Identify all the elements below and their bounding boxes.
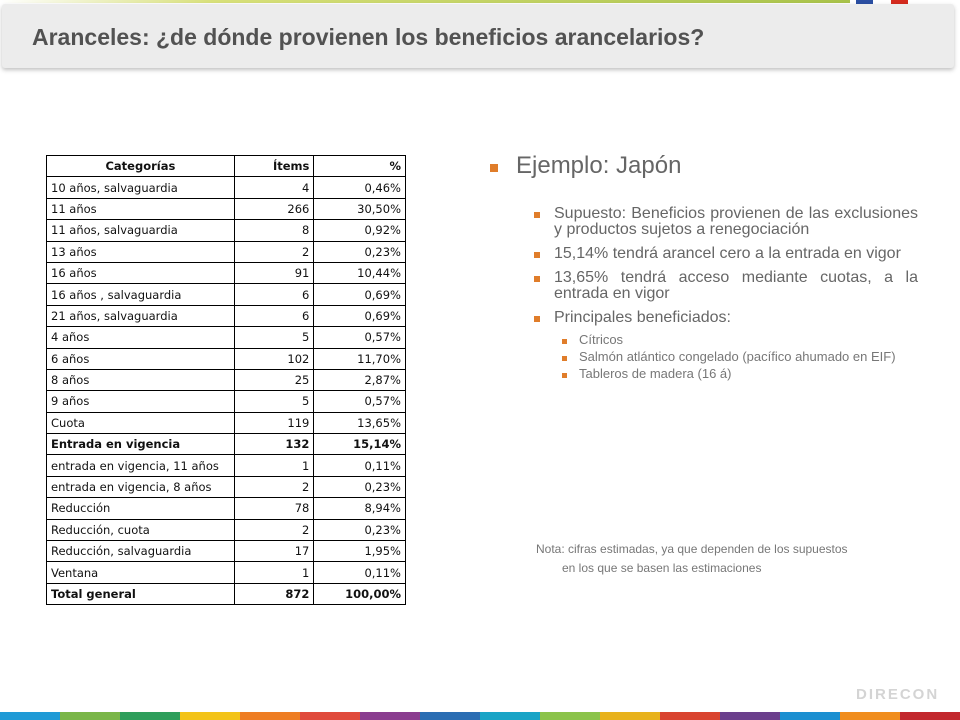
table-row xyxy=(47,541,406,562)
bullet-text: Principales beneficiados: xyxy=(554,309,731,326)
square-bullet-icon xyxy=(534,252,540,258)
footnote-line-1: Nota: cifras estimadas, ya que dependen de los supuestos xyxy=(536,542,848,556)
cell-items: 78 xyxy=(234,498,314,519)
table-row xyxy=(47,348,406,369)
cell-percent: 13,65% xyxy=(314,412,406,433)
list-item xyxy=(534,310,918,326)
table-row xyxy=(47,369,406,390)
direcon-logo: DIRECON xyxy=(856,686,940,703)
table-row xyxy=(47,198,406,219)
table-row xyxy=(47,284,406,305)
color-stripe xyxy=(600,712,660,720)
cell-items: 91 xyxy=(234,262,314,283)
color-stripes xyxy=(0,712,960,720)
cell-category: 16 años xyxy=(47,262,235,283)
cell-items: 1 xyxy=(234,562,314,583)
color-stripe xyxy=(240,712,300,720)
sub-list-item xyxy=(562,368,918,380)
heading-ejemplo: Ejemplo: Japón xyxy=(516,152,682,179)
cell-items: 132 xyxy=(234,434,314,455)
cell-category: 8 años xyxy=(47,369,235,390)
cell-percent: 0,11% xyxy=(314,455,406,476)
cell-items: 872 xyxy=(234,583,314,604)
cell-percent: 0,23% xyxy=(314,519,406,540)
table-row xyxy=(47,455,406,476)
square-bullet-icon xyxy=(490,164,498,172)
cell-percent: 1,95% xyxy=(314,541,406,562)
sub-bullet-text: Salmón atlántico congelado (pacífico ahumado en EIF) xyxy=(579,349,896,364)
header-percent: % xyxy=(314,156,406,177)
square-bullet-icon xyxy=(534,212,540,218)
cell-category: Ventana xyxy=(47,562,235,583)
color-stripe xyxy=(840,712,900,720)
sub-bullet-text: Cítricos xyxy=(579,332,624,347)
cell-items: 102 xyxy=(234,348,314,369)
table-row xyxy=(47,434,406,455)
cell-percent: 0,57% xyxy=(314,327,406,348)
cell-items: 119 xyxy=(234,412,314,433)
color-stripe xyxy=(480,712,540,720)
color-stripe xyxy=(180,712,240,720)
color-stripe xyxy=(60,712,120,720)
sub-list-item xyxy=(562,351,918,363)
cell-items: 5 xyxy=(234,327,314,348)
cell-category: 4 años xyxy=(47,327,235,348)
cell-category: 9 años xyxy=(47,391,235,412)
cell-percent: 0,23% xyxy=(314,241,406,262)
cell-percent: 100,00% xyxy=(314,583,406,604)
table-row xyxy=(47,262,406,283)
sub-bullet-list xyxy=(562,334,918,380)
cell-items: 25 xyxy=(234,369,314,390)
cell-items: 8 xyxy=(234,220,314,241)
sub-list-item xyxy=(562,334,918,346)
table-row xyxy=(47,519,406,540)
list-item xyxy=(534,206,918,238)
cell-items: 6 xyxy=(234,284,314,305)
footnote-line-2: en los que se basen las estimaciones xyxy=(562,561,762,575)
color-stripe xyxy=(300,712,360,720)
cell-items: 5 xyxy=(234,391,314,412)
color-stripe xyxy=(0,712,60,720)
table-row xyxy=(47,498,406,519)
cell-items: 17 xyxy=(234,541,314,562)
bullet-text: 15,14% tendrá arancel cero a la entrada en vigor xyxy=(554,245,901,262)
cell-category: entrada en vigencia, 8 años xyxy=(47,476,235,497)
table-row xyxy=(47,476,406,497)
page-title: Aranceles: ¿de dónde provienen los beneficios arancelarios? xyxy=(32,24,705,50)
cell-percent: 10,44% xyxy=(314,262,406,283)
list-item xyxy=(534,270,918,302)
cell-items: 1 xyxy=(234,455,314,476)
cell-items: 6 xyxy=(234,305,314,326)
cell-items: 2 xyxy=(234,241,314,262)
cell-percent: 11,70% xyxy=(314,348,406,369)
cell-percent: 8,94% xyxy=(314,498,406,519)
cell-percent: 15,14% xyxy=(314,434,406,455)
cell-percent: 0,69% xyxy=(314,284,406,305)
cell-percent: 0,92% xyxy=(314,220,406,241)
cell-category: Cuota xyxy=(47,412,235,433)
cell-percent: 2,87% xyxy=(314,369,406,390)
color-stripe xyxy=(720,712,780,720)
square-bullet-icon xyxy=(562,339,567,344)
categories-table xyxy=(46,155,406,605)
table-row xyxy=(47,583,406,604)
table-row xyxy=(47,391,406,412)
square-bullet-icon xyxy=(562,356,567,361)
cell-percent: 0,11% xyxy=(314,562,406,583)
sub-bullet-text: Tableros de madera (16 á) xyxy=(579,366,732,381)
cell-category: 21 años, salvaguardia xyxy=(47,305,235,326)
cell-percent: 0,57% xyxy=(314,391,406,412)
cell-category: 11 años xyxy=(47,198,235,219)
table-header-row xyxy=(47,156,406,177)
cell-category: 6 años xyxy=(47,348,235,369)
footnote xyxy=(536,540,926,578)
bullet-text: 13,65% tendrá acceso mediante cuotas, a la entrada en vigor xyxy=(554,269,918,302)
content-area xyxy=(490,152,918,385)
cell-percent: 0,69% xyxy=(314,305,406,326)
table-row xyxy=(47,412,406,433)
table-row xyxy=(47,305,406,326)
cell-category: 10 años, salvaguardia xyxy=(47,177,235,198)
list-item xyxy=(534,246,918,262)
cell-items: 266 xyxy=(234,198,314,219)
square-bullet-icon xyxy=(534,316,540,322)
cell-percent: 30,50% xyxy=(314,198,406,219)
color-stripe xyxy=(360,712,420,720)
cell-items: 2 xyxy=(234,519,314,540)
cell-category: Reducción, salvaguardia xyxy=(47,541,235,562)
square-bullet-icon xyxy=(534,276,540,282)
cell-category: Reducción, cuota xyxy=(47,519,235,540)
table-row xyxy=(47,241,406,262)
color-stripe xyxy=(540,712,600,720)
color-stripe xyxy=(120,712,180,720)
color-stripe xyxy=(900,712,960,720)
cell-items: 4 xyxy=(234,177,314,198)
table-row xyxy=(47,220,406,241)
cell-percent: 0,46% xyxy=(314,177,406,198)
bullet-text: Supuesto: Beneficios provienen de las exclusiones y productos sujetos a renegociación xyxy=(554,205,918,238)
header-categorias: Categorías xyxy=(47,156,235,177)
cell-category: Total general xyxy=(47,583,235,604)
square-bullet-icon xyxy=(562,373,567,378)
color-stripe xyxy=(420,712,480,720)
cell-category: 16 años , salvaguardia xyxy=(47,284,235,305)
cell-category: entrada en vigencia, 11 años xyxy=(47,455,235,476)
header-items: Ítems xyxy=(234,156,314,177)
bullet-list xyxy=(534,206,918,326)
cell-category: Reducción xyxy=(47,498,235,519)
cell-percent: 0,23% xyxy=(314,476,406,497)
cell-category: Entrada en vigencia xyxy=(47,434,235,455)
table-row xyxy=(47,327,406,348)
cell-items: 2 xyxy=(234,476,314,497)
table-row xyxy=(47,177,406,198)
table-row xyxy=(47,562,406,583)
title-bar xyxy=(2,4,954,68)
color-stripe xyxy=(780,712,840,720)
cell-category: 11 años, salvaguardia xyxy=(47,220,235,241)
color-stripe xyxy=(660,712,720,720)
cell-category: 13 años xyxy=(47,241,235,262)
main-bullet xyxy=(490,152,918,180)
top-gradient-line xyxy=(0,0,850,3)
